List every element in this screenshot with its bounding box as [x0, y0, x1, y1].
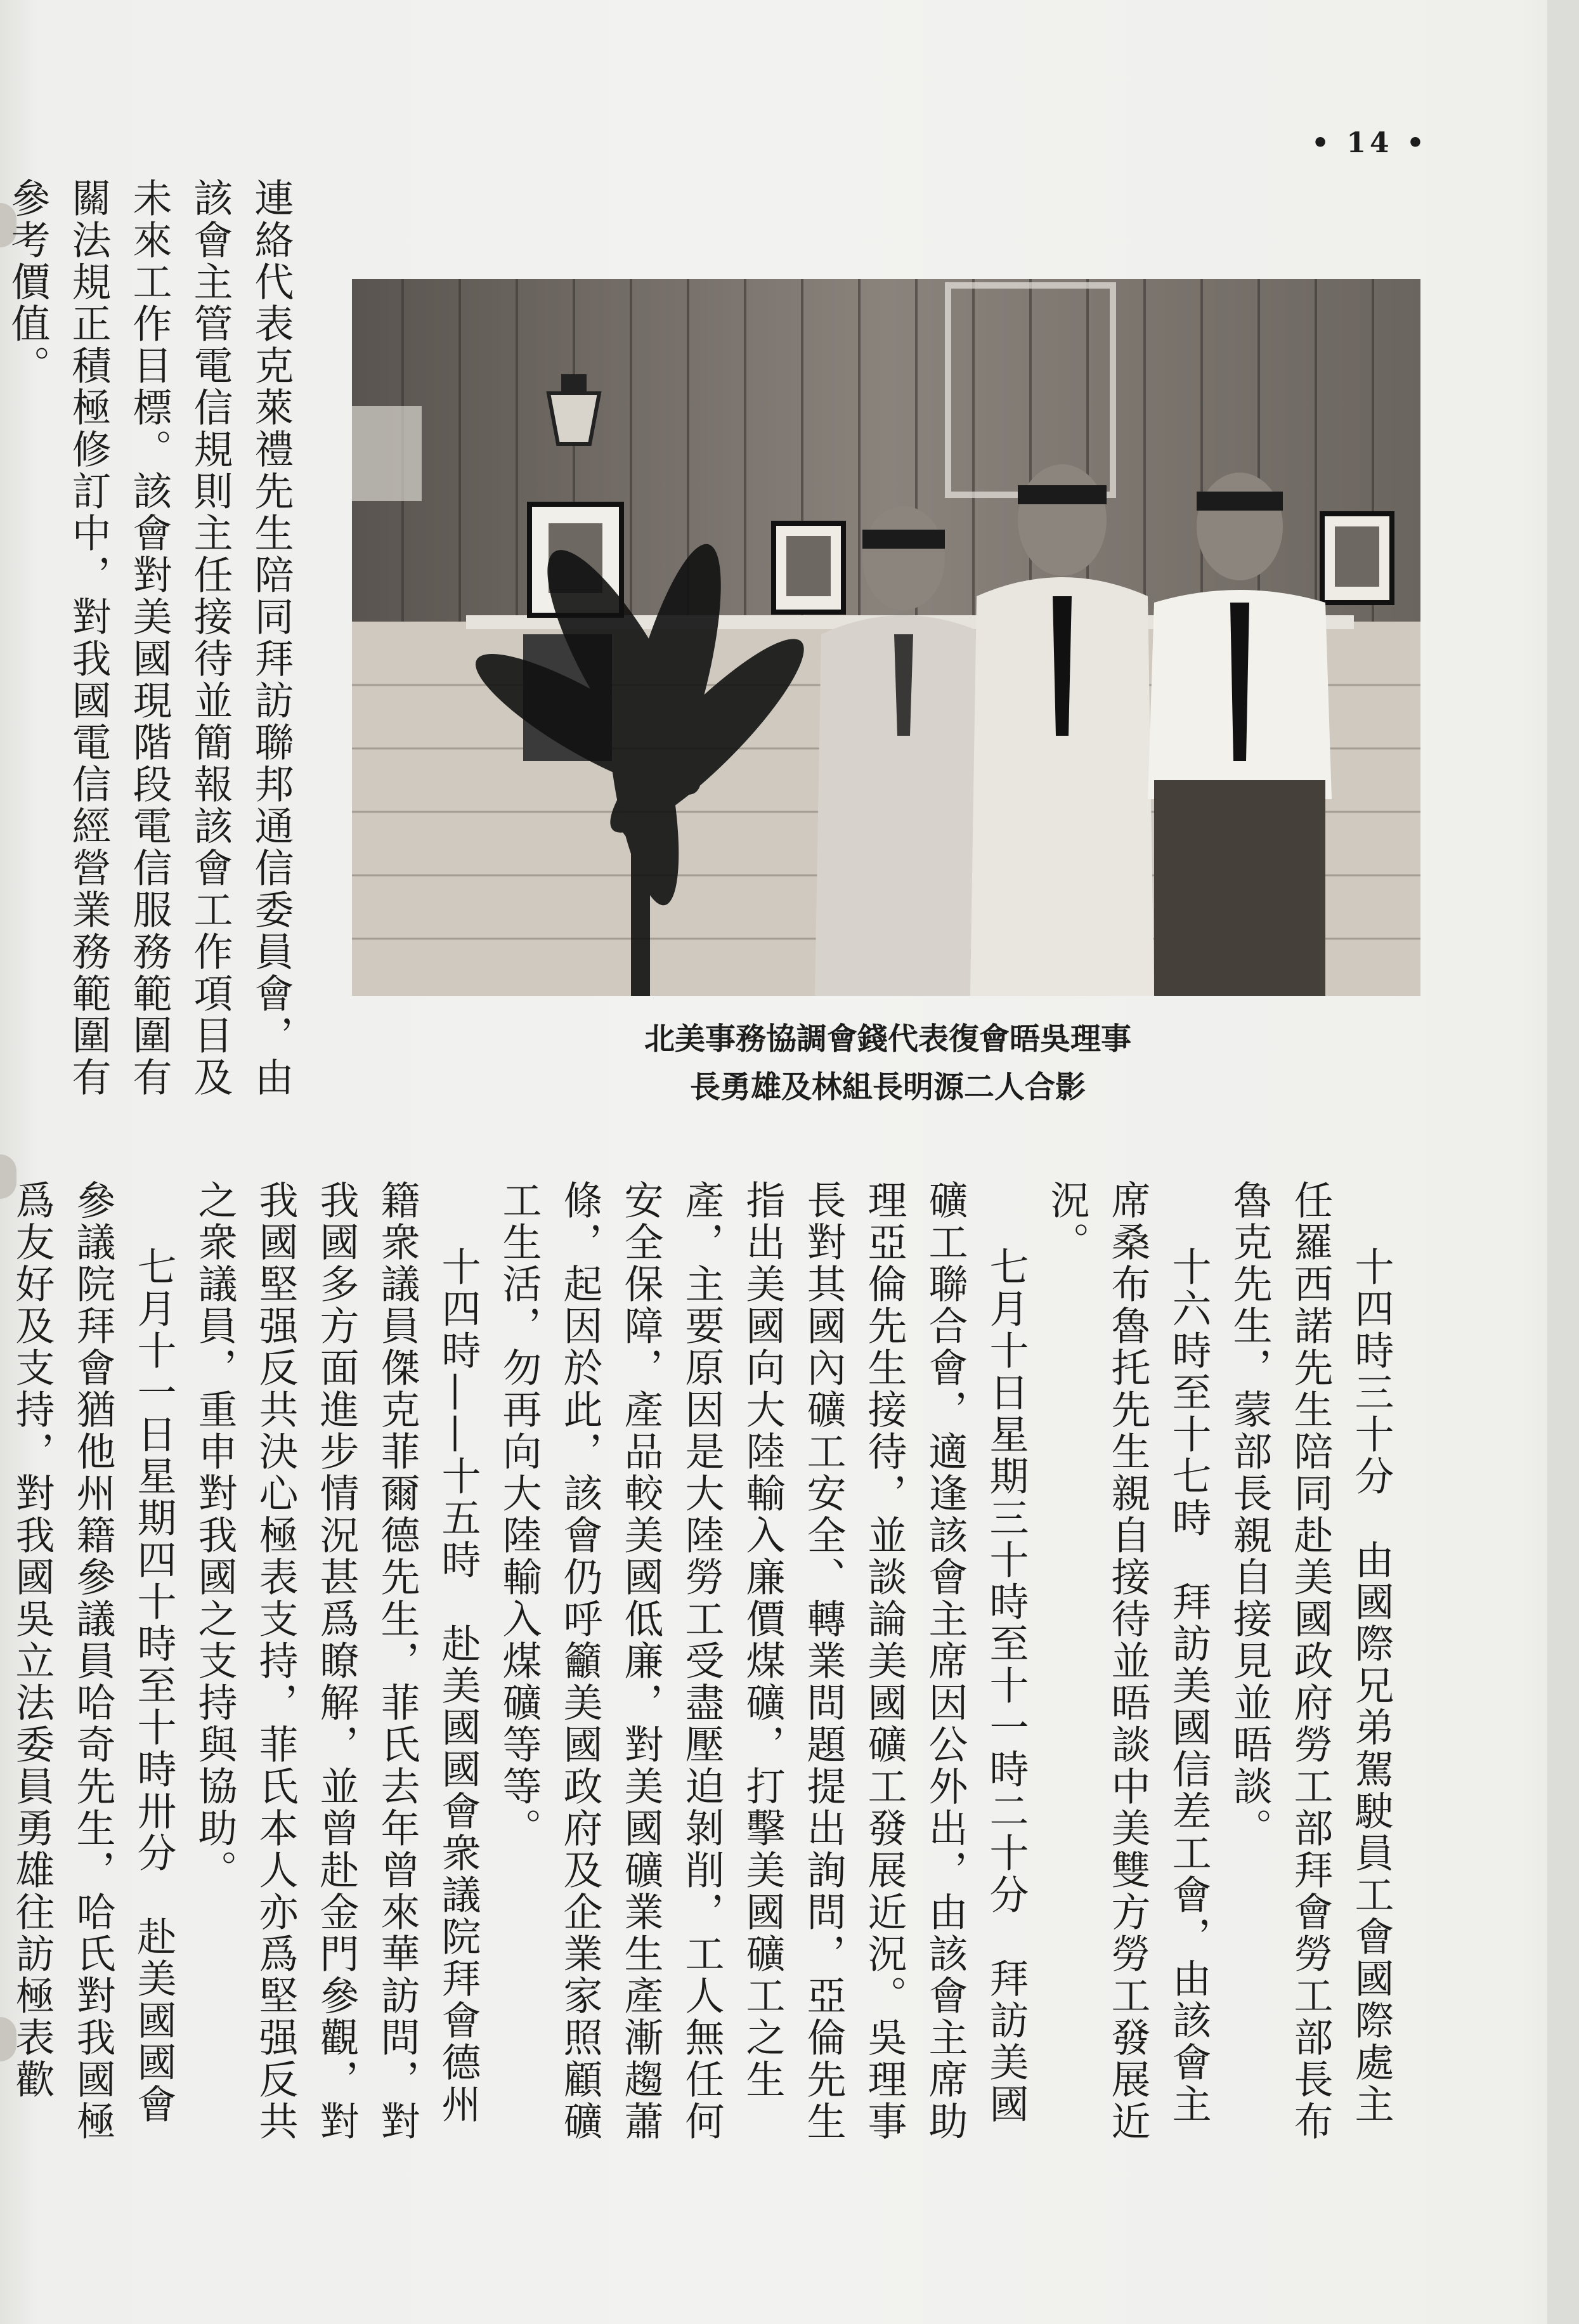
lower-text-column: [9, 1180, 1401, 2144]
paragraph: 連絡代表克萊禮先生陪同拜訪聯邦通信委員會，由該會主管電信規則主任接待並簡報該會工作項目及未來工作目標。該會對美國現階段電信服務範圍有關法規正積極修訂中，對我國電信經營業務範圍有參考價值。: [4, 178, 294, 1099]
paragraph: 十六時至十七時 拜訪美國信差工會，由該會主席桑布魯托先生親自接待並晤談中美雙方勞工發展近況。: [1044, 1180, 1212, 2143]
photo-caption: [380, 1015, 1395, 1111]
photo-illustration: [352, 279, 1420, 996]
page-number: • 14 •: [1311, 127, 1429, 159]
upper-text-column: [4, 178, 301, 1116]
paragraph: 十四時三十分 由國際兄弟駕駛員工會國際處主任羅西諾先生陪同赴美國政府勞工部拜會勞工部長布魯克先生，蒙部長親自接見並晤談。: [1226, 1180, 1394, 2143]
caption-line: 北美事務協調會錢代表復會晤吳理事: [644, 1021, 1131, 1057]
next-page-edge: [1547, 0, 1579, 2324]
paragraph: 十四時——十五時 赴美國國會衆議院拜會德州籍衆議員傑克菲爾德先生，菲氏去年曾來華訪問，對我國多方面進步情況甚爲瞭解，並曾赴金門參觀，對我國堅强反共決心極表支持，菲氏本人亦爲堅强反共之衆議員，重申對我國之支持與協助。: [192, 1180, 481, 2143]
group-photograph: [352, 279, 1420, 996]
paragraph: 七月十日星期三十時至十一時二十分 拜訪美國礦工聯合會，適逢該會主席因公外出，由該會主席助理亞倫先生接待，並談論美國礦工發展近況。吳理事長對其國內礦工安全、轉業問題提出詢問，亞倫先生指出美國向大陸輸入廉價煤礦，打擊美國礦工之生產，主要原因是大陸勞工受盡壓迫剝削，工人無任何安全保障，產品較美國低廉，對美國礦業生產漸趨蕭條，起因於此，該會仍呼籲美國政府及企業家照顧礦工生活，勿再向大陸輸入煤礦等等。: [496, 1180, 1029, 2143]
caption-line: 長勇雄及林組長明源二人合影: [689, 1069, 1086, 1105]
paragraph: 七月十一日星期四十時至十時卅分 赴美國國會參議院拜會猶他州籍參議員哈奇先生，哈氏對我國極爲友好及支持，對我國吳立法委員勇雄往訪極表歡: [9, 1180, 177, 2143]
